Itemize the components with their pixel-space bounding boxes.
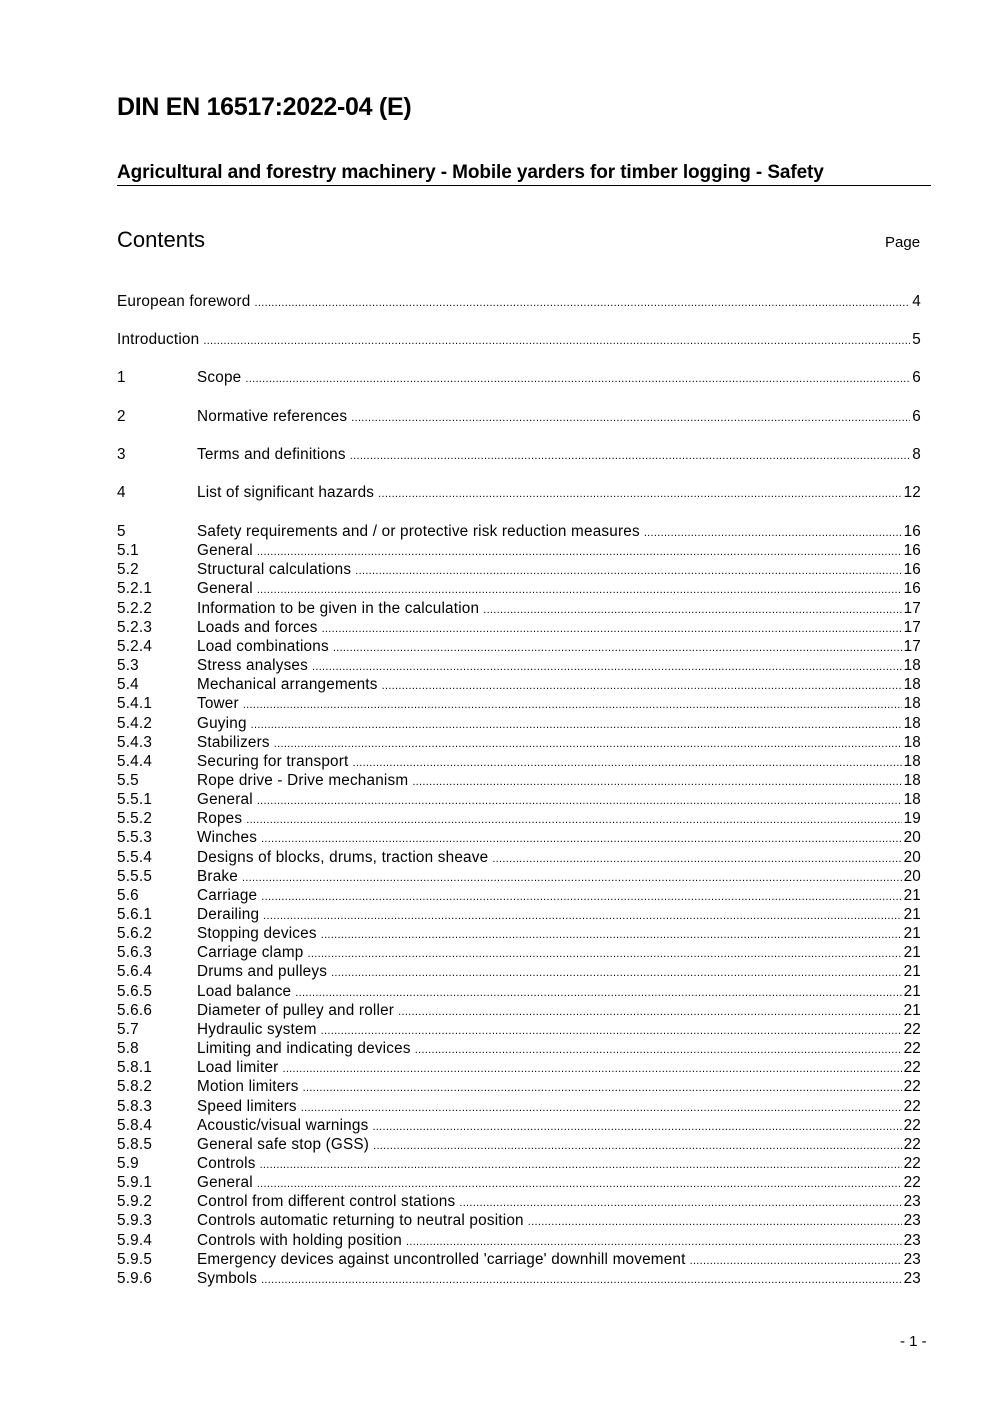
- toc-dot-leader: [261, 1269, 902, 1290]
- toc-entry-title: Carriage: [197, 887, 258, 904]
- toc-entry-title: General: [197, 580, 253, 597]
- toc-entry-page: 22: [903, 1136, 921, 1153]
- toc-entry-title: Stopping devices: [197, 925, 317, 942]
- toc-entry[interactable]: [117, 694, 921, 713]
- toc-entry-number: 5.7: [117, 1021, 139, 1038]
- toc-entry[interactable]: [117, 618, 921, 637]
- toc-entry-title: Controls with holding position: [197, 1232, 402, 1249]
- toc-entry-title: Controls: [197, 1155, 256, 1172]
- toc-entry-page: 18: [903, 676, 921, 693]
- toc-entry-page: 22: [903, 1155, 921, 1172]
- toc-entry-page: 23: [903, 1193, 921, 1210]
- toc-entry-title: Acoustic/visual warnings: [197, 1117, 369, 1134]
- toc-entry[interactable]: [117, 1116, 921, 1135]
- toc-entry-number: 5.6.3: [117, 944, 153, 961]
- toc-entry-title: Tower: [197, 695, 239, 712]
- toc-dot-leader: [690, 1250, 902, 1271]
- toc-entry-title: General: [197, 1174, 253, 1191]
- toc-dot-leader: [415, 1039, 902, 1060]
- toc-entry[interactable]: [117, 656, 921, 675]
- toc-entry-title: General: [197, 542, 253, 559]
- toc-entry-page: 18: [903, 753, 921, 770]
- toc-entry-number: 5.5.4: [117, 849, 153, 866]
- toc-entry-page: 20: [903, 868, 921, 885]
- toc-dot-leader: [301, 1097, 902, 1118]
- toc-entry-number: 5.2.2: [117, 600, 153, 617]
- toc-entry-page: 18: [903, 657, 921, 674]
- toc-entry-title: Controls automatic returning to neutral position: [197, 1212, 524, 1229]
- toc-entry-page: 18: [903, 791, 921, 808]
- toc-entry[interactable]: [117, 1039, 921, 1058]
- toc-entry-number: 5.1: [117, 542, 139, 559]
- toc-dot-leader: [351, 407, 910, 428]
- toc-entry-title: General: [197, 791, 253, 808]
- toc-entry-page: 21: [903, 906, 921, 923]
- toc-entry-title: Mechanical arrangements: [197, 676, 378, 693]
- toc-entry[interactable]: [117, 962, 921, 981]
- toc-entry-page: 4: [912, 293, 921, 310]
- toc-entry-number: 4: [117, 484, 126, 501]
- toc-entry-page: 16: [903, 580, 921, 597]
- toc-entry[interactable]: [117, 368, 921, 387]
- toc-entry-page: 17: [903, 600, 921, 617]
- toc-entry-number: 3: [117, 446, 126, 463]
- toc-entry-number: 5.9: [117, 1155, 139, 1172]
- toc-entry[interactable]: [117, 637, 921, 656]
- toc-entry-number: 5.4.2: [117, 715, 153, 732]
- toc-entry-number: 5.5.2: [117, 810, 153, 827]
- toc-entry[interactable]: [117, 714, 921, 733]
- toc-entry-title: Rope drive - Drive mechanism: [197, 772, 409, 789]
- toc-entry[interactable]: [117, 982, 921, 1001]
- toc-entry-title: Introduction: [117, 331, 200, 348]
- toc-entry-title: General safe stop (GSS): [197, 1136, 370, 1153]
- toc-entry-page: 16: [903, 523, 921, 540]
- toc-entry-page: 23: [903, 1232, 921, 1249]
- toc-entry[interactable]: [117, 675, 921, 694]
- toc-entry-number: 5.6.2: [117, 925, 153, 942]
- toc-entry-number: 5.4: [117, 676, 139, 693]
- toc-dot-leader: [255, 292, 911, 313]
- toc-entry-title: Terms and definitions: [197, 446, 346, 463]
- toc-entry-page: 22: [903, 1078, 921, 1095]
- toc-dot-leader: [331, 962, 902, 983]
- toc-entry-title: Limiting and indicating devices: [197, 1040, 411, 1057]
- toc-entry-number: 5.6: [117, 887, 139, 904]
- document-title: DIN EN 16517:2022-04 (E): [117, 93, 412, 121]
- toc-entry-page: 22: [903, 1174, 921, 1191]
- toc-entry-number: 5.5.1: [117, 791, 153, 808]
- toc-entry[interactable]: [117, 867, 921, 886]
- toc-dot-leader: [243, 694, 902, 715]
- toc-entry-title: Hydraulic system: [197, 1021, 317, 1038]
- toc-entry-page: 23: [903, 1212, 921, 1229]
- toc-dot-leader: [355, 560, 901, 581]
- toc-entry-title: Speed limiters: [197, 1098, 297, 1115]
- toc-dot-leader: [398, 1001, 901, 1022]
- toc-entry-title: Load balance: [197, 983, 292, 1000]
- toc-entry[interactable]: [117, 330, 921, 349]
- toc-entry-page: 21: [903, 925, 921, 942]
- toc-entry-page: 18: [903, 734, 921, 751]
- toc-entry-page: 8: [912, 446, 921, 463]
- toc-entry[interactable]: [117, 771, 921, 790]
- toc-entry-title: Safety requirements and / or protective risk reduction measures: [197, 523, 640, 540]
- toc-dot-leader: [257, 541, 902, 562]
- toc-dot-leader: [492, 848, 901, 869]
- toc-entry-title: Brake: [197, 868, 238, 885]
- toc-dot-leader: [257, 579, 902, 600]
- toc-entry-title: Structural calculations: [197, 561, 352, 578]
- contents-heading: Contents: [117, 227, 206, 252]
- toc-entry-title: Control from different control stations: [197, 1193, 456, 1210]
- toc-dot-leader: [483, 599, 901, 620]
- toc-entry-number: 5.2.1: [117, 580, 153, 597]
- toc-dot-leader: [257, 1173, 902, 1194]
- toc-entry-page: 21: [903, 944, 921, 961]
- toc-entry[interactable]: [117, 1001, 921, 1020]
- toc-entry-number: 5.9.2: [117, 1193, 153, 1210]
- toc-entry-page: 22: [903, 1117, 921, 1134]
- toc-entry-page: 16: [903, 542, 921, 559]
- toc-dot-leader: [203, 330, 910, 351]
- toc-entry-title: Stabilizers: [197, 734, 270, 751]
- toc-entry-title: Motion limiters: [197, 1078, 299, 1095]
- toc-entry[interactable]: [117, 1077, 921, 1096]
- toc-entry-number: 5.5: [117, 772, 139, 789]
- toc-dot-leader: [242, 867, 902, 888]
- toc-entry[interactable]: [117, 522, 921, 541]
- toc-dot-leader: [308, 943, 902, 964]
- toc-entry-number: 5.9.4: [117, 1232, 153, 1249]
- toc-entry-page: 22: [903, 1098, 921, 1115]
- toc-entry-page: 23: [903, 1251, 921, 1268]
- toc-entry-page: 21: [903, 1002, 921, 1019]
- toc-entry-number: 5.2.4: [117, 638, 153, 655]
- page-column-heading: Page: [885, 234, 921, 251]
- toc-dot-leader: [274, 733, 902, 754]
- toc-entry-page: 21: [903, 887, 921, 904]
- toc-dot-leader: [263, 905, 901, 926]
- toc-entry-page: 22: [903, 1059, 921, 1076]
- toc-dot-leader: [260, 1154, 902, 1175]
- toc-entry-title: Designs of blocks, drums, traction sheave: [197, 849, 489, 866]
- toc-entry[interactable]: [117, 905, 921, 924]
- toc-entry-page: 17: [903, 638, 921, 655]
- toc-dot-leader: [333, 637, 902, 658]
- toc-entry-number: 5.9.3: [117, 1212, 153, 1229]
- toc-entry-title: Carriage clamp: [197, 944, 304, 961]
- toc-entry-title: Emergency devices against uncontrolled 'carriage' downhill movement: [197, 1251, 686, 1268]
- toc-entry-number: 5.5.5: [117, 868, 153, 885]
- toc-entry-number: 5.6.5: [117, 983, 153, 1000]
- toc-dot-leader: [406, 1231, 902, 1252]
- toc-entry[interactable]: [117, 1135, 921, 1154]
- toc-entry-title: Normative references: [197, 408, 348, 425]
- toc-entry-title: Information to be given in the calculation: [197, 600, 480, 617]
- toc-entry[interactable]: [117, 541, 921, 560]
- toc-entry[interactable]: [117, 733, 921, 752]
- toc-entry-number: 5.4.1: [117, 695, 153, 712]
- toc-entry[interactable]: [117, 1154, 921, 1173]
- toc-dot-leader: [303, 1077, 902, 1098]
- toc-entry[interactable]: [117, 752, 921, 771]
- toc-dot-leader: [321, 1020, 902, 1041]
- toc-dot-leader: [382, 675, 902, 696]
- toc-entry[interactable]: [117, 924, 921, 943]
- toc-entry-number: 5.6.4: [117, 963, 153, 980]
- toc-entry-number: 5.8.3: [117, 1098, 153, 1115]
- toc-entry[interactable]: [117, 445, 921, 464]
- toc-dot-leader: [350, 445, 911, 466]
- toc-entry-title: Symbols: [197, 1270, 258, 1287]
- toc-entry-title: Load limiter: [197, 1059, 279, 1076]
- toc-entry-page: 6: [912, 408, 921, 425]
- toc-entry[interactable]: [117, 1250, 921, 1269]
- toc-dot-leader: [245, 368, 910, 389]
- toc-entry-title: Stress analyses: [197, 657, 308, 674]
- toc-dot-leader: [644, 522, 902, 543]
- toc-entry[interactable]: [117, 1020, 921, 1039]
- toc-entry-title: European foreword: [117, 293, 251, 310]
- toc-entry-title: Load combinations: [197, 638, 329, 655]
- toc-dot-leader: [312, 656, 902, 677]
- toc-dot-leader: [321, 924, 902, 945]
- toc-entry-page: 17: [903, 619, 921, 636]
- toc-entry-page: 12: [903, 484, 921, 501]
- toc-entry-page: 23: [903, 1270, 921, 1287]
- toc-entry-title: Diameter of pulley and roller: [197, 1002, 395, 1019]
- toc-entry[interactable]: [117, 886, 921, 905]
- toc-entry-number: 5: [117, 523, 126, 540]
- toc-entry-page: 18: [903, 695, 921, 712]
- toc-entry-title: Derailing: [197, 906, 260, 923]
- toc-entry[interactable]: [117, 599, 921, 618]
- toc-dot-leader: [246, 809, 901, 830]
- toc-entry-title: List of significant hazards: [197, 484, 375, 501]
- toc-entry-number: 5.9.6: [117, 1270, 153, 1287]
- toc-entry-number: 5.5.3: [117, 829, 153, 846]
- toc-entry[interactable]: [117, 483, 921, 502]
- toc-entry-number: 5.8: [117, 1040, 139, 1057]
- toc-entry-title: Drums and pulleys: [197, 963, 328, 980]
- toc-entry-title: Loads and forces: [197, 619, 318, 636]
- toc-dot-leader: [257, 790, 902, 811]
- toc-entry-number: 5.6.6: [117, 1002, 153, 1019]
- toc-dot-leader: [372, 1116, 901, 1137]
- toc-entry-title: Ropes: [197, 810, 243, 827]
- toc-entry-number: 2: [117, 408, 126, 425]
- document-subtitle: Agricultural and forestry machinery - Mobile yarders for timber logging - Safety: [117, 162, 931, 186]
- toc-entry[interactable]: [117, 1058, 921, 1077]
- toc-entry-page: 16: [903, 561, 921, 578]
- toc-entry-number: 5.8.5: [117, 1136, 153, 1153]
- toc-entry[interactable]: [117, 407, 921, 426]
- toc-entry-number: 5.4.4: [117, 753, 153, 770]
- toc-dot-leader: [412, 771, 901, 792]
- toc-entry-page: 21: [903, 983, 921, 1000]
- toc-entry-title: Securing for transport: [197, 753, 349, 770]
- toc-entry-title: Guying: [197, 715, 247, 732]
- toc-entry[interactable]: [117, 848, 921, 867]
- toc-entry-number: 5.6.1: [117, 906, 153, 923]
- toc-dot-leader: [251, 714, 902, 735]
- toc-entry[interactable]: [117, 828, 921, 847]
- toc-entry-number: 5.4.3: [117, 734, 153, 751]
- toc-entry-number: 5.8.1: [117, 1059, 153, 1076]
- toc-entry-page: 6: [912, 369, 921, 386]
- toc-entry-number: 5.9.1: [117, 1174, 153, 1191]
- toc-entry[interactable]: [117, 1192, 921, 1211]
- toc-entry-number: 5.2.3: [117, 619, 153, 636]
- toc-dot-leader: [373, 1135, 901, 1156]
- toc-entry-number: 5.2: [117, 561, 139, 578]
- footer-page-number: - 1 -: [900, 1333, 927, 1350]
- toc-entry-page: 19: [903, 810, 921, 827]
- toc-entry-page: 20: [903, 829, 921, 846]
- toc-dot-leader: [353, 752, 902, 773]
- toc-dot-leader: [261, 886, 901, 907]
- toc-dot-leader: [528, 1211, 902, 1232]
- toc-entry-page: 18: [903, 772, 921, 789]
- toc-entry-number: 5.3: [117, 657, 139, 674]
- toc-entry[interactable]: [117, 560, 921, 579]
- toc-entry[interactable]: [117, 1173, 921, 1192]
- toc-entry[interactable]: [117, 809, 921, 828]
- toc-entry-title: Winches: [197, 829, 258, 846]
- toc-entry-page: 18: [903, 715, 921, 732]
- toc-entry[interactable]: [117, 790, 921, 809]
- toc-entry[interactable]: [117, 292, 921, 311]
- toc-dot-leader: [295, 982, 901, 1003]
- toc-entry[interactable]: [117, 943, 921, 962]
- toc-entry[interactable]: [117, 1269, 921, 1288]
- toc-entry-number: 5.8.4: [117, 1117, 153, 1134]
- toc-entry-number: 1: [117, 369, 126, 386]
- toc-entry-page: 20: [903, 849, 921, 866]
- toc-entry[interactable]: [117, 1231, 921, 1250]
- toc-entry-number: 5.8.2: [117, 1078, 153, 1095]
- toc-entry-page: 21: [903, 963, 921, 980]
- toc-entry-number: 5.9.5: [117, 1251, 153, 1268]
- toc-entry-title: Scope: [197, 369, 242, 386]
- toc-entry-page: 22: [903, 1021, 921, 1038]
- toc-entry-page: 5: [912, 331, 921, 348]
- toc-entry[interactable]: [117, 1211, 921, 1230]
- toc-dot-leader: [261, 828, 902, 849]
- toc-dot-leader: [459, 1192, 901, 1213]
- toc-entry[interactable]: [117, 579, 921, 598]
- toc-entry-page: 22: [903, 1040, 921, 1057]
- toc-dot-leader: [322, 618, 902, 639]
- toc-entry[interactable]: [117, 1097, 921, 1116]
- toc-dot-leader: [378, 483, 901, 504]
- toc-dot-leader: [282, 1058, 901, 1079]
